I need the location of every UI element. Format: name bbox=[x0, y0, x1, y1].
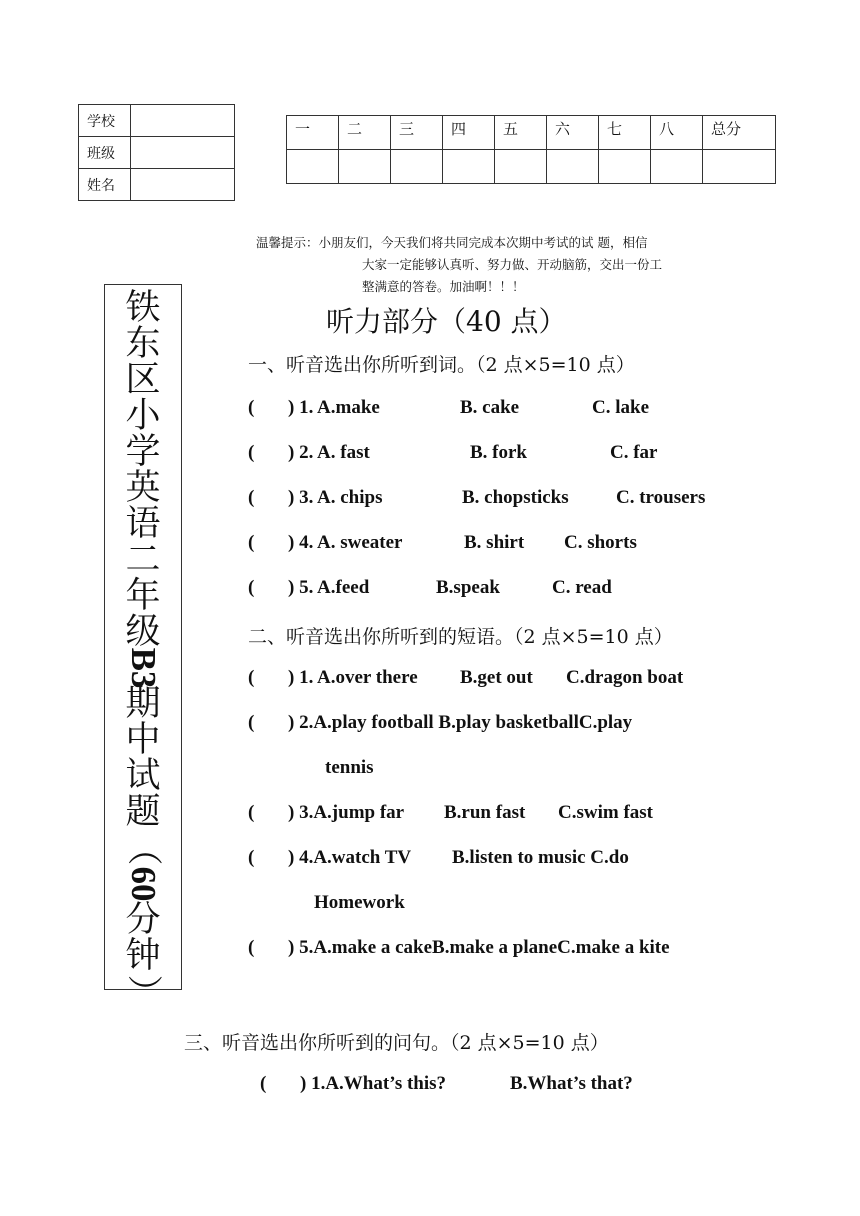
side-title-char: 60 bbox=[124, 866, 163, 902]
option-b: B.listen to music C.do bbox=[452, 847, 629, 868]
listening-heading: 听力部分（40 点） bbox=[326, 305, 567, 338]
side-title-char: 钟 bbox=[125, 936, 161, 976]
option-b: B. fork bbox=[470, 442, 527, 463]
option-c: C.dragon boat bbox=[566, 667, 684, 688]
option-a: ) 4. A. sweater bbox=[288, 532, 403, 553]
school-label: 学校 bbox=[79, 105, 131, 137]
option-a: ) 4.A.watch TV bbox=[288, 847, 412, 868]
answer-paren[interactable]: ( bbox=[248, 397, 255, 418]
option-c: C.swim fast bbox=[558, 802, 653, 823]
answer-paren[interactable]: ( bbox=[248, 937, 255, 958]
score-header: 二 bbox=[339, 116, 391, 150]
side-title-char: 题 bbox=[125, 792, 161, 832]
score-header: 八 bbox=[651, 116, 703, 150]
option-c: C. shorts bbox=[564, 532, 637, 553]
class-label: 班级 bbox=[79, 137, 131, 169]
school-field[interactable] bbox=[131, 105, 235, 137]
score-header: 一 bbox=[287, 116, 339, 150]
score-cell[interactable] bbox=[443, 150, 495, 184]
side-title-char: 二 bbox=[125, 540, 161, 580]
score-header: 六 bbox=[547, 116, 599, 150]
answer-paren[interactable]: ( bbox=[248, 532, 255, 553]
score-table bbox=[286, 115, 776, 184]
side-title-char: 中 bbox=[125, 720, 161, 760]
option-a: ) 1. A.over there bbox=[288, 667, 418, 688]
score-cell[interactable] bbox=[599, 150, 651, 184]
option-b: B. cake bbox=[460, 397, 520, 418]
score-header: 三 bbox=[391, 116, 443, 150]
name-label: 姓名 bbox=[79, 169, 131, 201]
option-a: ) 5. A.feed bbox=[288, 577, 370, 598]
side-title-char: 语 bbox=[125, 504, 161, 544]
class-field[interactable] bbox=[131, 137, 235, 169]
side-title-char: （ bbox=[123, 830, 163, 866]
score-cell[interactable] bbox=[391, 150, 443, 184]
option-b: B.What’s that? bbox=[510, 1073, 633, 1094]
score-cell[interactable] bbox=[651, 150, 703, 184]
score-header-total: 总分 bbox=[703, 116, 776, 150]
side-title-char: 铁 bbox=[125, 288, 161, 328]
answer-paren[interactable]: ( bbox=[248, 577, 255, 598]
tip-line: 大家一定能够认真听、努力做、开动脑筋，交出一份工 bbox=[362, 257, 663, 272]
side-title-char: 级 bbox=[125, 612, 161, 652]
side-title-char: 区 bbox=[125, 360, 161, 400]
score-header: 四 bbox=[443, 116, 495, 150]
option-a: ) 3.A.jump far bbox=[288, 802, 405, 823]
side-title-char: B3 bbox=[124, 647, 163, 689]
answer-paren[interactable]: ( bbox=[248, 487, 255, 508]
score-cell[interactable] bbox=[287, 150, 339, 184]
option-c: C. far bbox=[610, 442, 658, 463]
option-c: C. read bbox=[552, 577, 612, 598]
score-cell-total[interactable] bbox=[703, 150, 776, 184]
option-b: B. chopsticks bbox=[462, 487, 569, 508]
side-title-char: 英 bbox=[125, 468, 161, 508]
option-a: ) 2. A. fast bbox=[288, 442, 370, 463]
option-a: ) 3. A. chips bbox=[288, 487, 383, 508]
answer-paren[interactable]: ( bbox=[248, 667, 255, 688]
section1-title: 一、听音选出你所听到词。（2 点×5=10 点） bbox=[248, 354, 635, 376]
side-title-char: 小 bbox=[125, 396, 161, 436]
score-cell[interactable] bbox=[339, 150, 391, 184]
side-title bbox=[104, 290, 182, 1010]
answer-paren[interactable]: ( bbox=[248, 442, 255, 463]
option-c: C. trousers bbox=[616, 487, 706, 508]
option-a: ) 1. A.make bbox=[288, 397, 380, 418]
section3-title: 三、听音选出你所听到的问句。（2 点×5=10 点） bbox=[184, 1032, 609, 1054]
section2-title: 二、听音选出你所听到的短语。（2 点×5=10 点） bbox=[248, 626, 673, 648]
answer-paren[interactable]: ( bbox=[248, 802, 255, 823]
score-header: 五 bbox=[495, 116, 547, 150]
question-continuation: tennis bbox=[325, 757, 374, 778]
side-title-char: 学 bbox=[125, 432, 161, 472]
side-title-char: 分 bbox=[125, 900, 161, 940]
side-title-char: ） bbox=[123, 974, 163, 1010]
option-b: B.get out bbox=[460, 667, 533, 688]
question-options: ) 2.A.play football B.play basketballC.play bbox=[288, 712, 633, 733]
tip-line: 整满意的答卷。加油啊！！！ bbox=[362, 279, 525, 294]
option-a: ) 1.A.What’s this? bbox=[300, 1073, 447, 1094]
option-b: B.run fast bbox=[444, 802, 526, 823]
score-header: 七 bbox=[599, 116, 651, 150]
side-title-char: 年 bbox=[125, 576, 161, 616]
option-c: C. lake bbox=[592, 397, 649, 418]
name-field[interactable] bbox=[131, 169, 235, 201]
answer-paren[interactable]: ( bbox=[260, 1073, 267, 1094]
option-b: B.speak bbox=[436, 577, 500, 598]
question-options: ) 5.A.make a cakeB.make a planeC.make a kite bbox=[288, 937, 670, 958]
side-title-char: 期 bbox=[125, 684, 161, 724]
score-cell[interactable] bbox=[547, 150, 599, 184]
student-info-table bbox=[78, 104, 235, 201]
side-title-char: 东 bbox=[125, 324, 161, 364]
score-cell[interactable] bbox=[495, 150, 547, 184]
question-continuation: Homework bbox=[314, 892, 405, 913]
tip-text bbox=[256, 232, 736, 298]
answer-paren[interactable]: ( bbox=[248, 712, 255, 733]
answer-paren[interactable]: ( bbox=[248, 847, 255, 868]
tip-line: 温馨提示：小朋友们，今天我们将共同完成本次期中考试的试 题，相信 bbox=[256, 235, 648, 250]
side-title-char: 试 bbox=[125, 756, 161, 796]
option-b: B. shirt bbox=[464, 532, 525, 553]
